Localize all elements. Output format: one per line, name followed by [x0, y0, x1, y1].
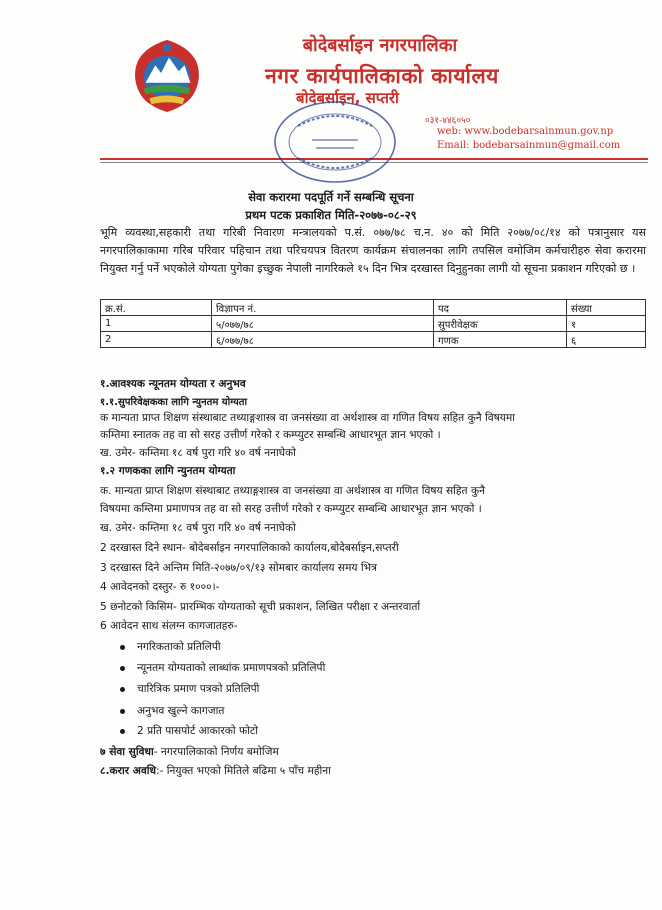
- table-cell: 1: [101, 316, 212, 332]
- list-item: नगरिकताको प्रतिलिपी: [120, 640, 221, 654]
- table-header: संख्या: [567, 300, 646, 316]
- bullet-icon: [120, 687, 125, 692]
- office-name: बोदेबर्साइन नगरपालिका: [302, 35, 458, 56]
- table-header: क्र.सं.: [101, 300, 212, 316]
- application-deadline: 3 दरखास्त दिने अन्तिम मिति-२०७७/०९/१३ सोमबार कार्यालय समय भित्र: [100, 562, 377, 574]
- table-cell: ६: [567, 332, 646, 348]
- table-row: [101, 316, 646, 332]
- municipality-emblem-icon: [128, 36, 206, 114]
- list-item: न्यूनतम योग्यताको लाब्धांक प्रमाणपत्रको प्रतिलिपी: [120, 661, 325, 675]
- required-documents-heading: 6 आवेदन साथ संलग्न कागजातहरु-: [100, 620, 238, 632]
- office-address: बोदेबर्साइन, सप्तरी: [296, 89, 399, 107]
- subsection-heading: १.२ गणकका लागि न्युनतम योग्यता: [100, 465, 236, 477]
- bullet-icon: [120, 729, 125, 734]
- requirement-text: क मान्यता प्राप्त शिक्षण संस्थाबाट तथ्याङ्गशास्त्र वा जनसंख्या वा अर्थशास्त्र वा गणित विषय सहित कुनै विषयमा: [100, 412, 515, 424]
- list-item: अनुभव खुल्ने कागजात: [120, 704, 224, 718]
- notice-title: सेवा करारमा पदपूर्ति गर्ने सम्बन्धि सूचना: [248, 190, 414, 204]
- table-header-row: [101, 300, 646, 316]
- email-link[interactable]: Email: bodebarsainmun@gmail.com: [437, 140, 621, 151]
- vacancy-table: [100, 299, 646, 348]
- table-cell: 2: [101, 332, 212, 348]
- requirement-text: कम्तिमा स्नातक तह वा सो सरह उत्तीर्ण गरेको र कम्प्युटर सम्बन्धि आधारभूत ज्ञान भएको ।: [100, 429, 441, 441]
- table-cell: गणक: [434, 332, 567, 348]
- table-row: [101, 332, 646, 348]
- table-cell: ६/०७७/७८: [212, 332, 434, 348]
- application-place: 2 दरखास्त दिने स्थान- बोदेबर्साइन नगरपालिकाको कार्यालय,बोदेबर्साइन,सप्तरी: [100, 542, 399, 554]
- bullet-icon: [120, 645, 125, 650]
- table-header: विज्ञापन नं.: [212, 300, 434, 316]
- bullet-icon: [120, 709, 125, 714]
- office-stamp-icon: [268, 96, 402, 188]
- section-heading: १.आवश्यक न्यूनतम योग्यता र अनुभव: [100, 378, 246, 390]
- application-fee: 4 आवेदनको दस्तुर- रु १०००।-: [100, 581, 220, 593]
- service-benefits: ७ सेवा सुविधा- नगरपालिकाको निर्णय बमोजिम: [100, 746, 279, 758]
- requirement-text: क. मान्यता प्राप्त शिक्षण संस्थाबाट तथ्याङ्गशास्त्र वा जनसंख्या वा अर्थशास्त्र वा गणित विषय सहित कुनै: [100, 485, 485, 497]
- requirement-text: ख. उमेर- कम्तिमा १८ वर्ष पुरा गरि ४० वर्ष ननाघेको: [100, 447, 296, 459]
- website-link[interactable]: web: www.bodebarsainmun.gov.np: [437, 126, 614, 137]
- contract-duration: ८.करार अवधि:- नियुक्त भएको मितिले बढिमा ५ पाँच महीना: [100, 765, 331, 777]
- table-cell: १: [567, 316, 646, 332]
- phone-number: ०३१-४४६०५०: [425, 116, 471, 126]
- table-cell: सुपरीवेक्षक: [434, 316, 567, 332]
- selection-method: 5 छनोटको किसिम- प्रारम्भिक योग्यताको सूची प्रकाशन, लिखित परीक्षा र अन्तरवार्ता: [100, 601, 421, 613]
- subsection-heading: १.१.सुपरिवेक्षकका लागि न्युनतम योग्यता: [100, 397, 248, 408]
- notice-intro: भूमि व्यवस्था,सहकारी तथा गरिबी निवारण मन्त्रालयको प.सं. ०७७/७८ च.न. ४० को मिति २०७७/०८/१४ को पत्रानुसार यस नगरपालिकाकामा गरिब परिवार पहिचान तथा परिचयपत्र वितरण कार्यक्रम संचालनका लागि तपसिल वमोजिम कर्मचारीहरु सेवा करारमा नियुक्त गर्नु पर्ने भएकोले योग्यता पुगेका इच्छुक नेपाली नागरिकले १५ दिन भित्र दरखास्त दिनुहुनका लागी यो सूचना प्रकाशन गरिएको छ ।: [100, 226, 646, 275]
- publish-date: प्रथम पटक प्रकाशित मिति-२०७७-०८-२९: [245, 208, 417, 222]
- requirement-text: ख. उमेर- कम्तिमा १८ वर्ष पुरा गरि ४० वर्ष ननाघेको: [100, 522, 296, 534]
- bullet-icon: [120, 666, 125, 671]
- requirement-text: विषयमा कम्तिमा प्रमाणपत्र तह वा सो सरह उत्तीर्ण गरेको र कम्प्युटर सम्बन्धि आधारभूत ज्ञान भएको ।: [100, 503, 482, 515]
- office-title: नगर कार्यपालिकाको कार्यालय: [265, 64, 499, 88]
- table-header: पद: [434, 300, 567, 316]
- list-item: चारित्रिक प्रमाण पत्रको प्रतिलिपी: [120, 682, 259, 696]
- list-item: 2 प्रति पासपोर्ट आकारको फोटो: [120, 724, 258, 738]
- table-cell: ५/०७७/७८: [212, 316, 434, 332]
